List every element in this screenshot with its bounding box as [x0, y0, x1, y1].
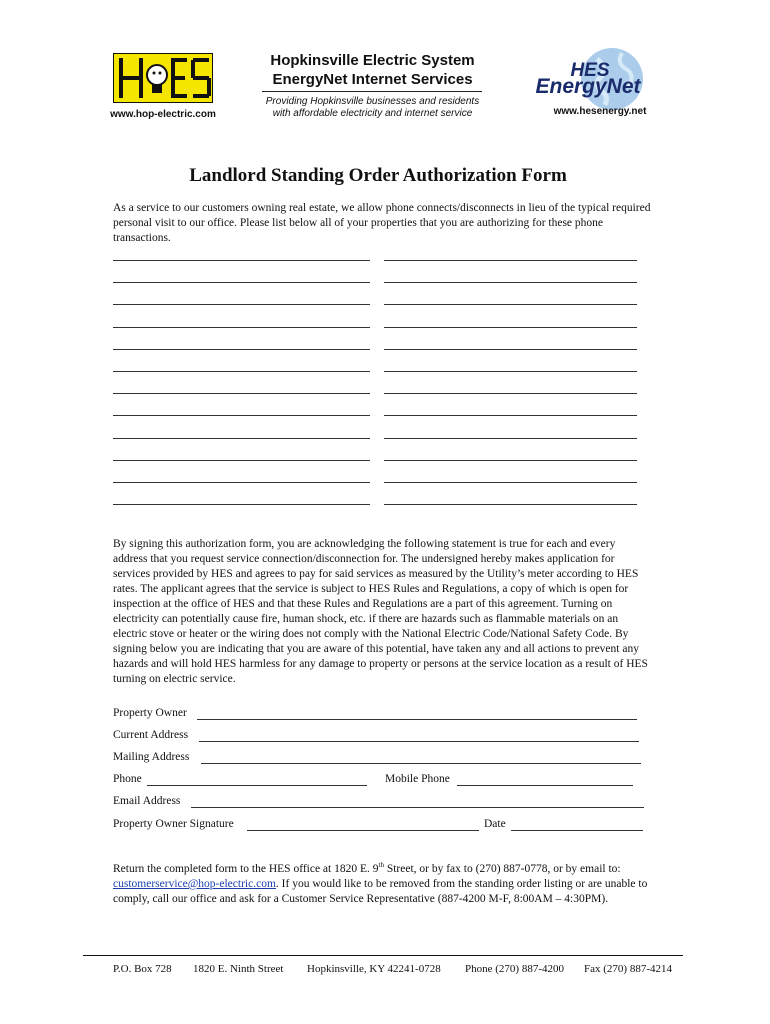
return-text-1: Return the completed form to the HES office at 1820 E. 9: [113, 863, 379, 875]
property-line-left[interactable]: [113, 426, 370, 439]
legal-statement: By signing this authorization form, you are acknowledging the following statement is true for each and every address that you request service connection/disconnection for. The undersigned hereby makes application for services provided by HES and agrees to pay for said services as measured by the Utility’s meter according to HES rates. The applicant agrees that the service is subject to HES Rules and Regulations, a copy of which is open for inspection at the office of HES and that these Rules and Regulations are a part of this agreement. Turning on electricity can potentially cause fire, human shock, etc. if there are hazards such as flammable materials on an electric stove or heater or the wiring does not comply with the National Electric Code/National Safety Code. By signing below you are indicating that you are aware of this potential, have taken any and all actions to prevent any hazards and will hold HES harmless for any damage to property or persons at the service location as a result of HES turning on electric service.: [113, 538, 648, 685]
property-line-left[interactable]: [113, 470, 370, 483]
property-line-right[interactable]: [384, 359, 637, 372]
property-line-right[interactable]: [384, 292, 637, 305]
footer-street: 1820 E. Ninth Street: [193, 963, 284, 975]
tagline-line-2: with affordable electricity and internet service: [272, 108, 473, 119]
phone-row: [113, 773, 633, 788]
mailing-address-row: [113, 751, 641, 766]
property-row: [113, 403, 643, 415]
property-row: [113, 426, 643, 438]
property-row: [113, 470, 643, 482]
property-row: [113, 359, 643, 371]
left-url[interactable]: www.hop-electric.com: [110, 109, 216, 120]
email-address-row: [113, 795, 644, 810]
footer-fax: Fax (270) 887-4214: [584, 963, 672, 975]
property-line-right[interactable]: [384, 403, 637, 416]
property-line-left[interactable]: [113, 292, 370, 305]
form-title: Landlord Standing Order Authorization Form: [189, 165, 567, 186]
owner-signature-field[interactable]: [247, 818, 479, 831]
property-row: [113, 315, 643, 327]
energynet-logo-text-1: HES: [570, 60, 610, 81]
mobile-phone-field[interactable]: [457, 773, 633, 786]
return-instructions: [113, 862, 658, 907]
return-text-2: Street, or by fax to (270) 887-0778, or by email to:: [383, 863, 621, 875]
property-row: [113, 492, 643, 504]
property-row: [113, 448, 643, 460]
signature-row: [113, 818, 643, 833]
current-address-field[interactable]: [199, 729, 639, 742]
intro-paragraph: As a service to our customers owning real estate, we allow phone connects/disconnects in lieu of the typical required personal visit to our office. Please list below all of your properties that you are authorizing for these phone transactions.: [113, 202, 651, 244]
email-link[interactable]: customerservice@hop-electric.com: [113, 878, 276, 890]
property-line-left[interactable]: [113, 492, 370, 505]
property-line-right[interactable]: [384, 470, 637, 483]
property-line-left[interactable]: [113, 359, 370, 372]
property-line-left[interactable]: [113, 403, 370, 416]
tagline-line-1: Providing Hopkinsville businesses and residents: [265, 96, 480, 107]
property-row: [113, 337, 643, 349]
phone-field[interactable]: [147, 773, 367, 786]
mailing-address-field[interactable]: [201, 751, 641, 764]
right-url[interactable]: www.hesenergy.net: [553, 106, 647, 117]
property-line-left[interactable]: [113, 315, 370, 328]
property-owner-field[interactable]: [197, 707, 637, 720]
property-line-right[interactable]: [384, 315, 637, 328]
current-address-row: [113, 729, 640, 744]
property-line-right[interactable]: [384, 426, 637, 439]
org-name: Hopkinsville Electric System: [270, 52, 475, 69]
footer-divider: [83, 955, 683, 956]
footer-po-box: P.O. Box 728: [113, 963, 172, 975]
property-owner-row: [113, 707, 638, 722]
property-row: [113, 292, 643, 304]
property-line-right[interactable]: [384, 270, 637, 283]
property-row: [113, 381, 643, 393]
phone-label: Phone: [113, 773, 142, 785]
property-owner-label: Property Owner: [113, 707, 187, 719]
property-line-right[interactable]: [384, 248, 637, 261]
property-row: [113, 248, 643, 260]
owner-signature-label: Property Owner Signature: [113, 818, 234, 830]
current-address-label: Current Address: [113, 729, 189, 741]
email-address-label: Email Address: [113, 795, 181, 807]
property-line-right[interactable]: [384, 337, 637, 350]
mobile-phone-label: Mobile Phone: [385, 773, 450, 785]
property-line-right[interactable]: [384, 448, 637, 461]
mailing-address-label: Mailing Address: [113, 751, 190, 763]
org-subname: EnergyNet Internet Services: [272, 71, 473, 88]
hes-logo: [113, 53, 213, 103]
footer-city: Hopkinsville, KY 42241-0728: [307, 963, 441, 975]
property-line-left[interactable]: [113, 248, 370, 261]
property-line-right[interactable]: [384, 381, 637, 394]
date-label: Date: [484, 818, 506, 830]
tagline: [250, 96, 495, 120]
property-line-left[interactable]: [113, 270, 370, 283]
property-line-left[interactable]: [113, 448, 370, 461]
return-superscript: th: [378, 861, 384, 870]
footer-phone: Phone (270) 887-4200: [465, 963, 564, 975]
property-line-left[interactable]: [113, 337, 370, 350]
header-divider: [262, 91, 482, 92]
property-row: [113, 270, 643, 282]
energynet-logo-text-2: EnergyNet: [535, 75, 641, 98]
property-line-left[interactable]: [113, 381, 370, 394]
date-field[interactable]: [511, 818, 643, 831]
email-address-field[interactable]: [191, 795, 644, 808]
return-text-3: . If you would like to be removed from the standing order listing or are unable to comply, call our office and ask for a Customer Service Representative (887-4200 M-F, 8:00AM – 4:30PM).: [113, 878, 648, 905]
property-line-right[interactable]: [384, 492, 637, 505]
